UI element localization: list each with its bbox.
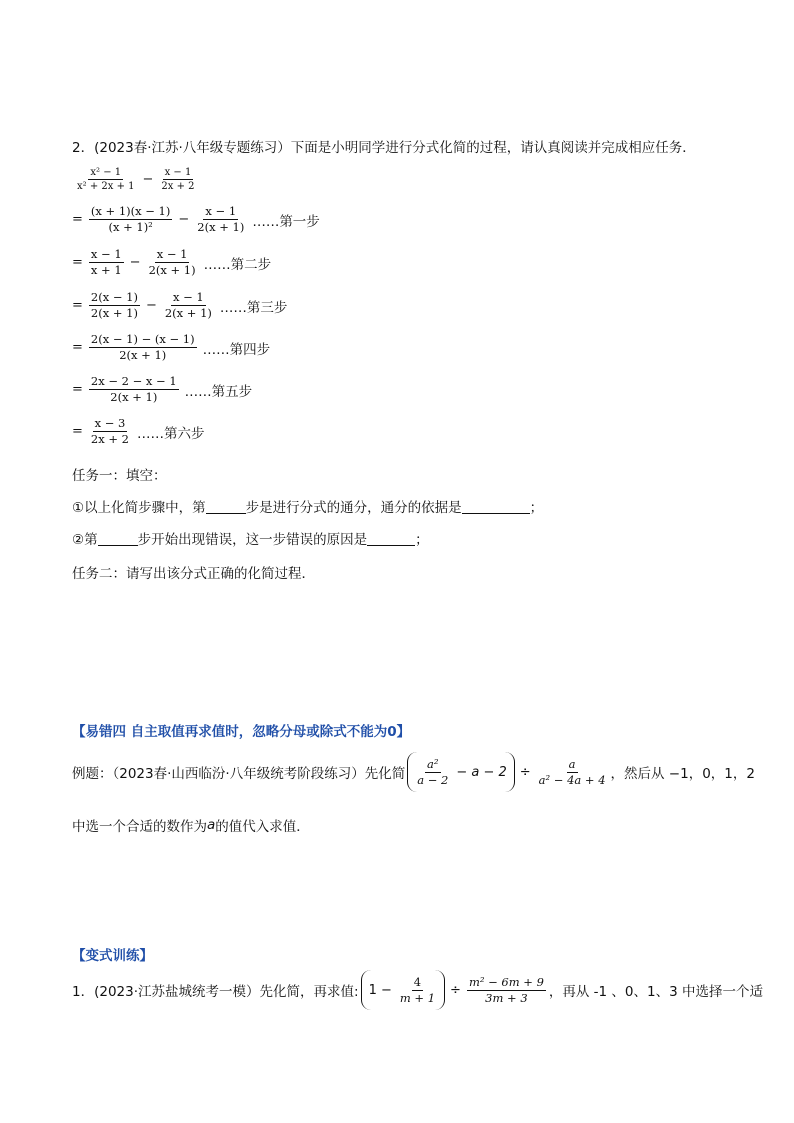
expression-line-5: = $\frac{2x - 2 - x - 1}{2(x + 1)}$ ……第五步 xyxy=(72,374,253,404)
problem-2-intro-text: 2．(2023春·江苏·八年级专题练习）下面是小明同学进行分式化简的过程，请认真阅读并完成相应任务． xyxy=(72,140,696,156)
fraction: $\frac{2x - 2 - x - 1}{2(x + 1)}$ xyxy=(90,374,177,404)
task-1-title: 任务一：填空： xyxy=(72,468,167,484)
fraction: $\frac{\text{m² − 6m + 9}}{3m + 3}$ xyxy=(468,974,544,1005)
expression-line-2: = $\frac{x - 1}{x + 1}$ − $\frac{x - 1}{2(x + 1)}$ ……第二步 xyxy=(72,247,272,277)
fraction: $\frac{(x + 1)(x - 1)}{\text{(x + 1)²}}$ xyxy=(90,204,171,234)
fraction: $\frac{x - 1}{2(x + 1)}$ xyxy=(164,290,212,320)
example-problem: 例题：（2023春·山西临汾·八年级统考阶段练习）先化简 $\frac{\text{a²}}{a - 2}$ − a − 2 ÷ $\frac{a}{\text{a² − 4a + 4}}$ ，然后从 −1，0，1，2 xyxy=(72,752,755,792)
fraction: $\frac{\text{x² − 1}}{\text{x² + 2x + 1}}$ xyxy=(77,167,135,192)
variant-question-1: 1．(2023·江苏盐城统考一模）先化简，再求值: 1 − $\frac{4}{m + 1}$ ÷ $\frac{\text{m² − 6m + 9}}{3m + 3}$ ，再从 -1 、0、1、3 中选择一个适 xyxy=(72,970,763,1010)
fraction: $\frac{x - 1}{2(x + 1)}$ xyxy=(148,247,196,277)
task-1-question-1: ①以上化简步骤中，第 步是进行分式的通分，通分的依据是 ； xyxy=(72,500,544,516)
expression-line-1: = $\frac{(x + 1)(x - 1)}{\text{(x + 1)²}}$ − $\frac{x - 1}{2(x + 1)}$ ……第一步 xyxy=(72,204,320,234)
fraction: $\frac{\text{a²}}{a - 2}$ xyxy=(417,756,449,787)
fraction: $\frac{a}{\text{a² − 4a + 4}}$ xyxy=(538,756,606,787)
expression-line-3: = $\frac{2(x - 1)}{2(x + 1)}$ − $\frac{x - 1}{2(x + 1)}$ ……第三步 xyxy=(72,290,288,320)
fraction: $\frac{x - 3}{2x + 2}$ xyxy=(90,416,129,446)
task-2: 任务二：请写出该分式正确的化简过程． xyxy=(72,566,315,582)
fraction: $\frac{x - 1}{2(x + 1)}$ xyxy=(197,204,245,234)
step-label: ……第一步 xyxy=(252,213,320,230)
step-label: ……第三步 xyxy=(219,299,288,316)
fraction: $\frac{x - 1}{x + 1}$ xyxy=(90,247,122,277)
answer-blank[interactable] xyxy=(206,499,246,514)
section-heading-mistake-4: 【易错四 自主取值再求值时，忽略分母或除式不能为0】 xyxy=(72,724,411,740)
answer-blank[interactable] xyxy=(367,531,415,546)
expression-line-6: = $\frac{x - 3}{2x + 2}$ ……第六步 xyxy=(72,416,205,446)
step-label: ……第四步 xyxy=(202,341,271,358)
section-heading-variant-training: 【变式训练】 xyxy=(72,948,153,964)
step-label: ……第五步 xyxy=(184,383,253,400)
task-1-question-2: ②第 步开始出现错误，这一步错误的原因是 ； xyxy=(72,532,429,548)
step-label: ……第二步 xyxy=(203,256,272,273)
answer-blank[interactable] xyxy=(98,531,138,546)
problem-2-intro xyxy=(72,136,696,156)
step-label: ……第六步 xyxy=(136,425,205,442)
parenthesized-expression: $\frac{\text{a²}}{a - 2}$ − a − 2 xyxy=(407,752,515,792)
parenthesized-expression: 1 − $\frac{4}{m + 1}$ xyxy=(361,970,445,1010)
answer-blank[interactable] xyxy=(462,499,530,514)
fraction: $\frac{2(x - 1) - (x - 1)}{2(x + 1)}$ xyxy=(90,332,195,362)
example-problem-continued: 中选一个合适的数作为 a 的值代入求值． xyxy=(72,817,310,835)
expression-line-4: = $\frac{2(x - 1) - (x - 1)}{2(x + 1)}$ ……第四步 xyxy=(72,332,271,362)
fraction: $\frac{4}{m + 1}$ xyxy=(399,974,436,1005)
fraction: $\frac{x - 1}{2x + 2}$ xyxy=(161,167,195,192)
expression-line-0: $\frac{\text{x² − 1}}{\text{x² + 2x + 1}}$ − $\frac{x - 1}{2x + 2}$ xyxy=(77,167,195,192)
fraction: $\frac{2(x - 1)}{2(x + 1)}$ xyxy=(90,290,138,320)
